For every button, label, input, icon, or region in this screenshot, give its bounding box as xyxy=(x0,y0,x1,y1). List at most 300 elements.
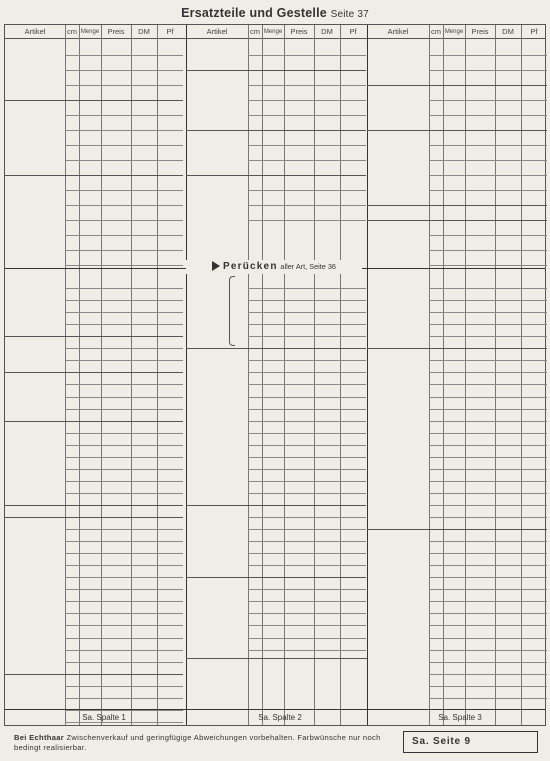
col2-cm xyxy=(248,42,262,53)
col2-preis xyxy=(284,177,312,188)
col2-cm xyxy=(248,162,262,173)
col2-cm xyxy=(248,147,262,158)
p2-preis xyxy=(284,433,312,444)
p2-cm xyxy=(248,542,262,553)
p2-preis xyxy=(284,373,312,384)
col3-cm xyxy=(429,207,443,218)
col1-row-line xyxy=(65,220,183,221)
p2-preis xyxy=(284,325,312,336)
col3-preis xyxy=(465,42,493,53)
header-preis: Preis xyxy=(471,27,489,36)
col2-row-line xyxy=(248,85,366,86)
p3-preis xyxy=(465,505,493,516)
page-sum-box: Sa. Seite 9 xyxy=(403,731,538,753)
p3-cm xyxy=(429,361,443,372)
p2-cm xyxy=(248,481,262,492)
p3-cm xyxy=(429,337,443,348)
p2-row-line xyxy=(186,577,366,578)
p3-preis xyxy=(465,289,493,300)
p1-cm xyxy=(65,698,79,709)
p2-cm xyxy=(248,289,262,300)
col3-preis xyxy=(465,192,493,203)
sum-column-3: Sa. Spalte 3 xyxy=(438,713,482,722)
p3-preis xyxy=(465,361,493,372)
p1-cm xyxy=(65,289,79,300)
p2-cm xyxy=(248,313,262,324)
p1-row-line xyxy=(5,517,183,518)
col1-preis xyxy=(101,147,129,158)
col1-row-line xyxy=(65,160,183,161)
p3-preis xyxy=(465,457,493,468)
col1-preis xyxy=(101,222,129,233)
haarfarben-line xyxy=(186,658,367,659)
p1-preis xyxy=(101,566,129,577)
p2-preis xyxy=(284,638,312,649)
col3-row-line xyxy=(429,160,547,161)
p1-row-line xyxy=(5,336,183,337)
col3-preis xyxy=(465,57,493,68)
col1-cm xyxy=(65,57,79,68)
col2-preis xyxy=(284,117,312,128)
p1-preis xyxy=(101,445,129,456)
col1-cm xyxy=(65,222,79,233)
p2-label xyxy=(190,662,350,672)
p3-row-line xyxy=(367,348,547,349)
p2-preis xyxy=(284,590,312,601)
col1-row-line xyxy=(65,205,183,206)
col3-cm xyxy=(429,162,443,173)
col1-cm xyxy=(65,147,79,158)
p1-cm xyxy=(65,518,79,529)
header-cm: cm xyxy=(67,27,77,36)
footer-note xyxy=(14,733,384,753)
p2-preis xyxy=(284,277,312,288)
p3-row-line xyxy=(429,698,547,699)
p1-cm xyxy=(65,614,79,625)
col1-cm xyxy=(65,72,79,83)
p1-preis xyxy=(101,421,129,432)
col3-preis xyxy=(465,207,493,218)
p1-cm xyxy=(65,373,79,384)
col2-cm xyxy=(248,72,262,83)
col1-preis xyxy=(101,192,129,203)
col3-row-line xyxy=(367,220,547,221)
p1-preis xyxy=(101,650,129,661)
title-text: Ersatzteile und Gestelle xyxy=(181,6,327,20)
p1-cm xyxy=(65,433,79,444)
p3-preis xyxy=(465,481,493,492)
p3-preis xyxy=(465,337,493,348)
p1-preis xyxy=(101,457,129,468)
p1-preis xyxy=(101,433,129,444)
p2-preis xyxy=(284,457,312,468)
header-menge: Menge xyxy=(263,29,283,35)
header-menge: Menge xyxy=(444,29,464,35)
col1-cm xyxy=(65,207,79,218)
p2-preis xyxy=(284,301,312,312)
p1-preis xyxy=(101,481,129,492)
col2-row-line xyxy=(248,220,366,221)
col1-preis xyxy=(101,252,129,263)
p3-cm xyxy=(429,566,443,577)
p3-preis xyxy=(465,542,493,553)
banner-title: Perücken xyxy=(223,261,278,272)
p2-cm xyxy=(248,433,262,444)
p1-cm xyxy=(65,349,79,360)
p3-preis xyxy=(465,602,493,613)
p3-cm xyxy=(429,614,443,625)
col3-preis xyxy=(465,132,493,143)
p3-preis xyxy=(465,566,493,577)
col3-row-line xyxy=(429,175,547,176)
p3-preis xyxy=(465,385,493,396)
p2-cm xyxy=(248,566,262,577)
p1-row-line xyxy=(5,674,183,675)
header-dm: DM xyxy=(138,27,150,36)
p1-cm xyxy=(65,301,79,312)
p3-cm xyxy=(429,554,443,565)
col1-row-line xyxy=(65,70,183,71)
col3-row-line xyxy=(429,100,547,101)
col3-row-line xyxy=(367,130,547,131)
col2-row-line xyxy=(248,55,366,56)
col3-row-line xyxy=(367,85,547,86)
p1-preis xyxy=(101,325,129,336)
p2-cm xyxy=(248,445,262,456)
col2-cm xyxy=(248,117,262,128)
p3-cm xyxy=(429,638,443,649)
p2-preis xyxy=(284,542,312,553)
p2-preis xyxy=(284,445,312,456)
col1-row-line xyxy=(65,85,183,86)
col3-preis xyxy=(465,72,493,83)
p3-cm xyxy=(429,397,443,408)
col2-cm xyxy=(248,192,262,203)
col3-cm xyxy=(429,57,443,68)
brace-marker xyxy=(229,276,235,346)
col2-preis xyxy=(284,87,312,98)
col1-row-line xyxy=(65,265,183,266)
p1-cm xyxy=(65,674,79,685)
p1-cm xyxy=(65,554,79,565)
p1-preis xyxy=(101,674,129,685)
p3-cm xyxy=(429,590,443,601)
col1-preis xyxy=(101,162,129,173)
p3-preis xyxy=(465,554,493,565)
p1-preis xyxy=(101,337,129,348)
p1-preis xyxy=(101,277,129,288)
p3-cm xyxy=(429,602,443,613)
p1-cm xyxy=(65,385,79,396)
col2-row-line xyxy=(186,70,366,71)
col1-cm xyxy=(65,102,79,113)
p2-preis xyxy=(284,481,312,492)
p3-cm xyxy=(429,445,443,456)
p3-cm xyxy=(429,301,443,312)
p2-preis xyxy=(284,626,312,637)
col2-preis xyxy=(284,57,312,68)
p3-cm xyxy=(429,421,443,432)
col3-cm xyxy=(429,147,443,158)
col1-row-line xyxy=(65,145,183,146)
col1-cm xyxy=(65,192,79,203)
p2-cm xyxy=(248,409,262,420)
col3-preis xyxy=(465,222,493,233)
p2-cm xyxy=(248,554,262,565)
col2-preis xyxy=(284,147,312,158)
p3-row-line xyxy=(367,529,547,530)
p1-row-line xyxy=(5,505,183,506)
p3-cm xyxy=(429,518,443,529)
col3-cm xyxy=(429,102,443,113)
col1-row-line xyxy=(5,175,183,176)
col1-cm xyxy=(65,87,79,98)
p2-cm xyxy=(248,301,262,312)
p2-cm xyxy=(248,602,262,613)
p1-preis xyxy=(101,626,129,637)
col1-cm xyxy=(65,162,79,173)
triangle-right-icon xyxy=(212,261,220,271)
p1-cm xyxy=(65,337,79,348)
p3-preis xyxy=(465,301,493,312)
p3-cm xyxy=(429,385,443,396)
header-pf: Pf xyxy=(349,27,357,36)
header-dm: DM xyxy=(502,27,514,36)
col1-preis xyxy=(101,132,129,143)
p2-cm xyxy=(248,349,262,360)
col3-row-line xyxy=(429,265,547,266)
col2-cm xyxy=(248,57,262,68)
p3-cm xyxy=(429,481,443,492)
p1-preis xyxy=(101,530,129,541)
p3-preis xyxy=(465,433,493,444)
p3-cm xyxy=(429,325,443,336)
p1-preis xyxy=(101,349,129,360)
col2-row-line xyxy=(186,175,366,176)
header-preis: Preis xyxy=(290,27,308,36)
perucken-banner xyxy=(186,260,362,274)
p1-preis xyxy=(101,313,129,324)
p2-cm xyxy=(248,626,262,637)
p2-preis xyxy=(284,518,312,529)
p2-cm xyxy=(248,385,262,396)
col3-preis xyxy=(465,102,493,113)
header-cm: cm xyxy=(250,27,260,36)
p2-cm xyxy=(248,590,262,601)
p1-cm xyxy=(65,566,79,577)
col2-row-line xyxy=(248,145,366,146)
p3-cm xyxy=(429,650,443,661)
p3-preis xyxy=(465,530,493,541)
p3-cm xyxy=(429,457,443,468)
p2-preis xyxy=(284,469,312,480)
p3-preis xyxy=(465,277,493,288)
col3-preis xyxy=(465,177,493,188)
p2-cm xyxy=(248,361,262,372)
p1-preis xyxy=(101,301,129,312)
bottom-line xyxy=(5,709,545,710)
col3-row-line xyxy=(429,145,547,146)
p3-preis xyxy=(465,590,493,601)
p1-cm xyxy=(65,602,79,613)
p3-preis xyxy=(465,313,493,324)
p2-cm xyxy=(248,614,262,625)
p2-preis xyxy=(284,361,312,372)
p1-cm xyxy=(65,638,79,649)
title-sub: Seite 37 xyxy=(330,9,369,20)
col1-row-line xyxy=(65,235,183,236)
p2-row-line xyxy=(248,650,366,651)
header-pf: Pf xyxy=(166,27,174,36)
col2-cm xyxy=(248,102,262,113)
col1-cm xyxy=(65,117,79,128)
p1-row-line xyxy=(5,372,183,373)
p3-cm xyxy=(429,409,443,420)
p2-cm xyxy=(248,397,262,408)
p3-preis xyxy=(465,373,493,384)
p1-preis xyxy=(101,397,129,408)
p1-cm xyxy=(65,493,79,504)
header-artikel: Artikel xyxy=(387,27,409,36)
p3-cm xyxy=(429,578,443,589)
p1-cm xyxy=(65,650,79,661)
col1-preis xyxy=(101,237,129,248)
p3-preis xyxy=(465,662,493,673)
page-title xyxy=(0,6,550,20)
col2-preis xyxy=(284,132,312,143)
p1-preis xyxy=(101,361,129,372)
p1-preis xyxy=(101,373,129,384)
col2-row-line xyxy=(248,115,366,116)
p1-cm xyxy=(65,505,79,516)
col3-cm xyxy=(429,177,443,188)
col3-row-line xyxy=(429,55,547,56)
p3-preis xyxy=(465,469,493,480)
col1-preis xyxy=(101,72,129,83)
col2-preis xyxy=(284,207,312,218)
p2-preis xyxy=(284,614,312,625)
p2-cm xyxy=(248,469,262,480)
p2-preis xyxy=(284,349,312,360)
col1-preis xyxy=(101,57,129,68)
col3-cm xyxy=(429,87,443,98)
col3-row-line xyxy=(429,250,547,251)
header-cm: cm xyxy=(431,27,441,36)
p3-cm xyxy=(429,469,443,480)
col1-preis xyxy=(101,177,129,188)
p2-preis xyxy=(284,397,312,408)
p1-cm xyxy=(65,542,79,553)
p1-cm xyxy=(65,325,79,336)
header-artikel: Artikel xyxy=(24,27,46,36)
p2-preis xyxy=(284,313,312,324)
col1-row-line xyxy=(65,250,183,251)
p3-preis xyxy=(465,518,493,529)
p2-cm xyxy=(248,638,262,649)
p1-cm xyxy=(65,361,79,372)
p1-cm xyxy=(65,445,79,456)
p2-cm xyxy=(248,373,262,384)
p2-preis xyxy=(284,554,312,565)
p1-preis xyxy=(101,289,129,300)
p1-cm xyxy=(65,686,79,697)
col1-preis xyxy=(101,117,129,128)
col2-cm xyxy=(248,87,262,98)
p2-preis xyxy=(284,578,312,589)
p1-preis xyxy=(101,409,129,420)
p3-cm xyxy=(429,373,443,384)
col3-row-line xyxy=(429,115,547,116)
p1-cm xyxy=(65,457,79,468)
p3-cm xyxy=(429,626,443,637)
col1-cm xyxy=(65,177,79,188)
p1-cm xyxy=(65,397,79,408)
p1-cm xyxy=(65,469,79,480)
col2-cm xyxy=(248,177,262,188)
col1-row-line xyxy=(65,190,183,191)
p2-cm xyxy=(248,578,262,589)
p3-preis xyxy=(465,445,493,456)
col1-row-line xyxy=(65,55,183,56)
col3-cm xyxy=(429,192,443,203)
col2-row-line xyxy=(248,205,366,206)
col1-preis xyxy=(101,87,129,98)
col3-row-line xyxy=(429,70,547,71)
p3-preis xyxy=(465,626,493,637)
p1-preis xyxy=(101,554,129,565)
p2-preis xyxy=(284,566,312,577)
col1-preis xyxy=(101,207,129,218)
p1-cm xyxy=(65,313,79,324)
col3-row-line xyxy=(429,190,547,191)
p3-cm xyxy=(429,542,443,553)
col3-row-line xyxy=(367,205,547,206)
p3-preis xyxy=(465,325,493,336)
col1-preis xyxy=(101,42,129,53)
p1-preis xyxy=(101,578,129,589)
p3-preis xyxy=(465,421,493,432)
p2-cm xyxy=(248,421,262,432)
col3-cm xyxy=(429,252,443,263)
p2-row-line xyxy=(186,505,366,506)
p3-cm xyxy=(429,289,443,300)
p1-cm xyxy=(65,590,79,601)
p3-cm xyxy=(429,686,443,697)
col1-row-line xyxy=(5,100,183,101)
p1-preis xyxy=(101,686,129,697)
p3-preis xyxy=(465,674,493,685)
p3-preis xyxy=(465,638,493,649)
p1-preis xyxy=(101,518,129,529)
col1-cm xyxy=(65,42,79,53)
p3-preis xyxy=(465,686,493,697)
header-menge: Menge xyxy=(80,29,100,35)
p1-row-line xyxy=(5,421,183,422)
p1-cm xyxy=(65,421,79,432)
p2-cm xyxy=(248,277,262,288)
p3-cm xyxy=(429,313,443,324)
p1-preis xyxy=(101,614,129,625)
banner-sub: aller Art, Seite 36 xyxy=(280,262,336,271)
col2-row-line xyxy=(248,100,366,101)
p2-cm xyxy=(248,337,262,348)
p1-cm xyxy=(65,277,79,288)
p3-cm xyxy=(429,505,443,516)
footer-bold: Bei Echthaar xyxy=(14,733,65,742)
col1-cm xyxy=(65,132,79,143)
p3-cm xyxy=(429,493,443,504)
p1-preis xyxy=(101,505,129,516)
